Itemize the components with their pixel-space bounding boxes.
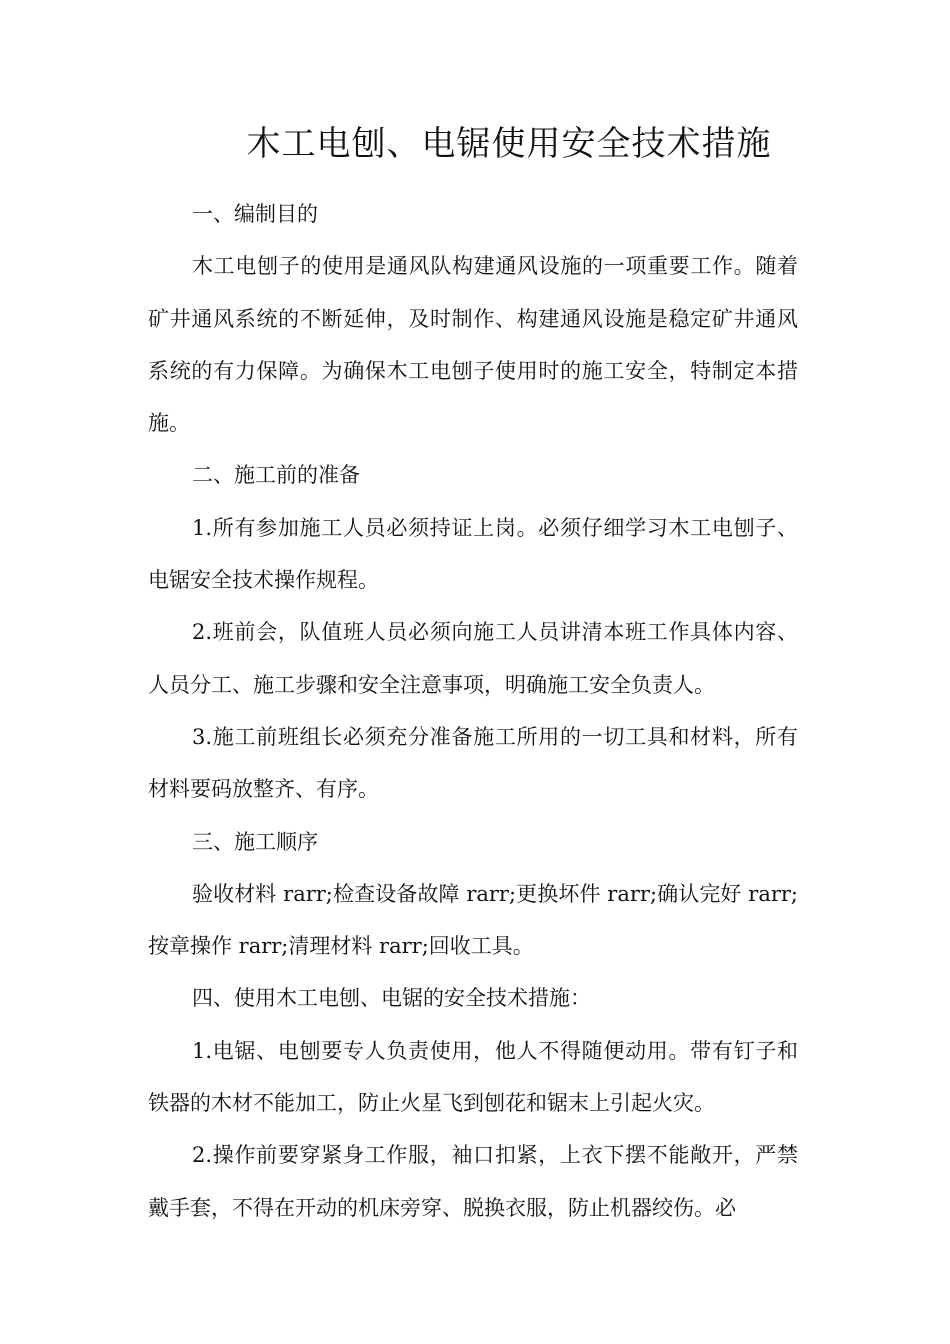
document-body [148,188,798,1234]
section-heading-purpose: 一、编制目的 [192,202,318,226]
paragraph-safety-1: 1.电锯、电刨要专人负责使用，他人不得随便动用。带有钉子和铁器的木材不能加工，防止火星飞到刨花和锯末上引起火灾。 [148,1038,798,1116]
document-title: 木工电刨、电锯使用安全技术措施 [246,124,772,164]
paragraph-prep-3: 3.施工前班组长必须充分准备施工所用的一切工具和材料，所有材料要码放整齐、有序。 [148,724,798,802]
section-heading-sequence: 三、施工顺序 [192,829,318,854]
paragraph-purpose: 木工电刨子的使用是通风队构建通风设施的一项重要工作。随着矿井通风系统的不断延伸，及时制作、构建通风设施是稳定矿井通风系统的有力保障。为确保木工电刨子使用时的施工安全，特制定本措施。 [148,254,798,436]
paragraph-safety-2: 2.操作前要穿紧身工作服，袖口扣紧，上衣下摆不能敞开，严禁戴手套，不得在开动的机床旁穿、脱换衣服，防止机器绞伤。必 [148,1143,798,1220]
paragraph-prep-1: 1.所有参加施工人员必须持证上岗。必须仔细学习木工电刨子、电锯安全技术操作规程。 [148,515,798,593]
section-heading-preparation: 二、施工前的准备 [192,463,360,488]
section-heading-safety-measures: 四、使用木工电刨、电锯的安全技术措施： [192,986,591,1011]
paragraph-prep-2: 2.班前会，队值班人员必须向施工人员讲清本班工作具体内容、人员分工、施工步骤和安全注意事项，明确施工安全负责人。 [148,620,798,697]
paragraph-sequence: 验收材料 rarr;检查设备故障 rarr;更换坏件 rarr;确认完好 rarr;按章操作 rarr;清理材料 rarr;回收工具。 [148,881,798,959]
